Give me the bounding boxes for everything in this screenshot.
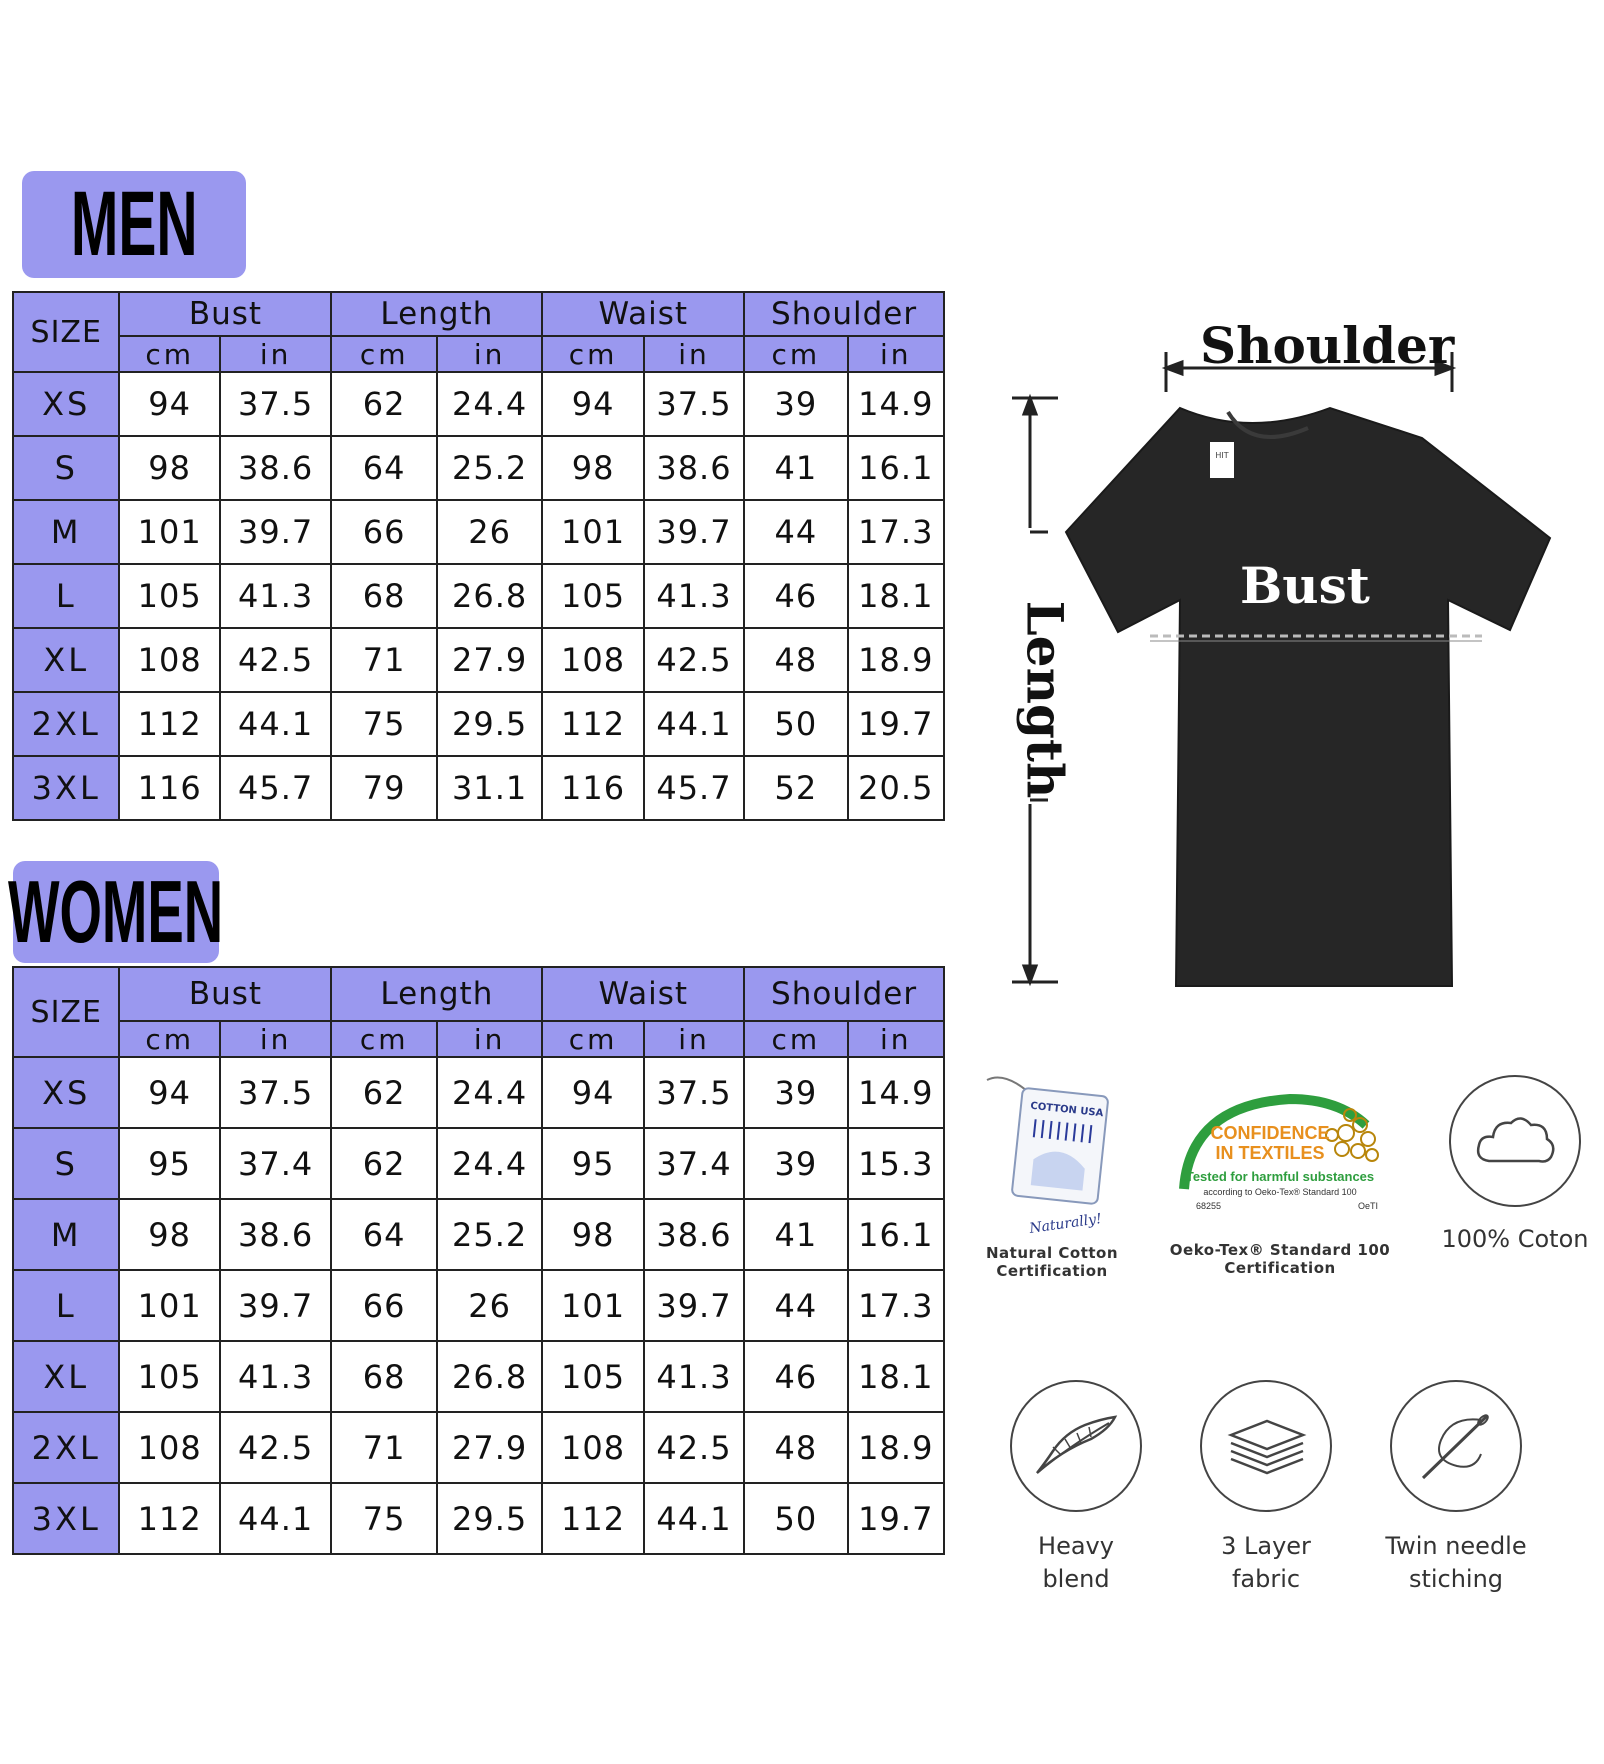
measurement-cell: 18.9	[848, 1412, 944, 1483]
measurement-cell: 94	[542, 372, 643, 436]
measurement-cell: 44.1	[220, 692, 332, 756]
measurement-cell: 16.1	[848, 1199, 944, 1270]
layers-icon	[1221, 1411, 1311, 1481]
oeko-caption-line1: Oeko-Tex® Standard 100	[1169, 1241, 1391, 1259]
measurement-cell: 105	[542, 564, 643, 628]
measurement-cell: 37.4	[220, 1128, 332, 1199]
size-cell: XS	[13, 372, 119, 436]
table-row	[13, 1341, 944, 1412]
measurement-cell: 45.7	[644, 756, 744, 820]
measurement-cell: 108	[119, 628, 219, 692]
measurement-cell: 41.3	[644, 1341, 744, 1412]
measurement-cell: 112	[542, 1483, 643, 1554]
measurement-cell: 39	[744, 372, 847, 436]
table-row	[13, 1057, 944, 1128]
measurement-cell: 116	[119, 756, 219, 820]
measurement-cell: 44.1	[644, 1483, 744, 1554]
measurement-cell: 64	[331, 436, 436, 500]
oeko-number: 68255	[1196, 1201, 1222, 1211]
measurement-cell: 105	[119, 1341, 219, 1412]
men-table-body	[13, 372, 944, 820]
cotton-tag-text: COTTON USA	[1029, 1100, 1104, 1120]
women-size-table	[12, 966, 945, 1555]
measurement-cell: 116	[542, 756, 643, 820]
unit-header: cm	[119, 336, 219, 372]
size-cell: 2XL	[13, 1412, 119, 1483]
feature-line2: blend	[1042, 1565, 1110, 1593]
measurement-cell: 26	[437, 1270, 542, 1341]
measurement-cell: 44.1	[220, 1483, 332, 1554]
size-cell: 3XL	[13, 1483, 119, 1554]
cotton-caption-line2: Certification	[996, 1262, 1108, 1280]
measurement-cell: 20.5	[848, 756, 944, 820]
measurement-cell: 24.4	[437, 372, 542, 436]
measurement-cell: 71	[331, 628, 436, 692]
measurement-cell: 38.6	[220, 436, 332, 500]
measurement-cell: 71	[331, 1412, 436, 1483]
feature-twin-needle	[1366, 1380, 1546, 1596]
measurement-cell: 101	[542, 1270, 643, 1341]
measurement-cell: 62	[331, 372, 436, 436]
size-cell: M	[13, 1199, 119, 1270]
measurement-cell: 41	[744, 436, 847, 500]
measurement-cell: 45.7	[220, 756, 332, 820]
length-header: Length	[331, 967, 542, 1021]
measurement-cell: 38.6	[220, 1199, 332, 1270]
measurement-cell: 101	[119, 500, 219, 564]
measurement-cell: 108	[542, 628, 643, 692]
oeko-tex-badge	[1160, 1085, 1400, 1277]
table-row	[13, 628, 944, 692]
unit-header: cm	[744, 336, 847, 372]
feather-icon	[1031, 1411, 1121, 1481]
measurement-cell: 94	[119, 1057, 219, 1128]
measurement-cell: 98	[119, 436, 219, 500]
measurement-cell: 31.1	[437, 756, 542, 820]
measurement-cell: 62	[331, 1057, 436, 1128]
table-row	[13, 1483, 944, 1554]
measurement-cell: 112	[119, 1483, 219, 1554]
size-cell: S	[13, 436, 119, 500]
table-row	[13, 1128, 944, 1199]
unit-header: in	[220, 336, 332, 372]
measurement-cell: 95	[542, 1128, 643, 1199]
unit-header: cm	[542, 1021, 643, 1057]
measurement-cell: 16.1	[848, 436, 944, 500]
size-cell: XS	[13, 1057, 119, 1128]
measurement-cell: 39.7	[220, 1270, 332, 1341]
oeko-tex-logo-icon	[1170, 1085, 1390, 1225]
feature-3-layer-fabric	[1176, 1380, 1356, 1596]
measurement-cell: 39.7	[644, 1270, 744, 1341]
measurement-cell: 37.5	[644, 372, 744, 436]
measurement-cell: 42.5	[644, 628, 744, 692]
measurement-cell: 27.9	[437, 628, 542, 692]
cotton-100-caption: 100% Coton	[1441, 1225, 1589, 1253]
size-cell: L	[13, 1270, 119, 1341]
measurement-cell: 37.5	[220, 372, 332, 436]
unit-header: cm	[542, 336, 643, 372]
measurement-cell: 44	[744, 1270, 847, 1341]
feature-line1: Twin needle	[1385, 1532, 1527, 1560]
table-row	[13, 564, 944, 628]
measurement-cell: 42.5	[644, 1412, 744, 1483]
measurement-cell: 94	[119, 372, 219, 436]
cotton-tag-icon	[977, 1070, 1127, 1240]
measurement-cell: 79	[331, 756, 436, 820]
length-measure-label: Length	[1015, 600, 1075, 799]
measurement-cell: 94	[542, 1057, 643, 1128]
measurement-cell: 24.4	[437, 1057, 542, 1128]
size-cell: S	[13, 1128, 119, 1199]
measurement-cell: 75	[331, 1483, 436, 1554]
measurement-cell: 75	[331, 692, 436, 756]
measurement-cell: 15.3	[848, 1128, 944, 1199]
measurement-cell: 68	[331, 564, 436, 628]
measurement-cell: 44	[744, 500, 847, 564]
shoulder-header: Shoulder	[744, 292, 944, 336]
bust-measure-label: Bust	[1240, 556, 1370, 615]
unit-header: in	[437, 336, 542, 372]
measurement-cell: 26.8	[437, 564, 542, 628]
svg-text:HIT: HIT	[1215, 451, 1229, 460]
size-cell: 2XL	[13, 692, 119, 756]
measurement-cell: 62	[331, 1128, 436, 1199]
measurement-cell: 101	[119, 1270, 219, 1341]
natural-cotton-badge	[972, 1070, 1132, 1280]
needle-icon	[1411, 1406, 1501, 1486]
oeko-caption-line2: Certification	[1224, 1259, 1336, 1277]
measurement-cell: 50	[744, 692, 847, 756]
measurement-cell: 38.6	[644, 1199, 744, 1270]
women-table-body	[13, 1057, 944, 1554]
size-cell: M	[13, 500, 119, 564]
measurement-cell: 108	[542, 1412, 643, 1483]
unit-header: in	[644, 1021, 744, 1057]
size-column-header: SIZE	[13, 292, 119, 372]
oeko-according-text: according to Oeko-Tex® Standard 100	[1203, 1187, 1357, 1197]
size-cell: 3XL	[13, 756, 119, 820]
measurement-cell: 25.2	[437, 436, 542, 500]
women-label-text: WOMEN	[8, 862, 224, 961]
measurement-cell: 41	[744, 1199, 847, 1270]
measurement-cell: 98	[119, 1199, 219, 1270]
measurement-cell: 24.4	[437, 1128, 542, 1199]
measurement-cell: 66	[331, 1270, 436, 1341]
men-label-text: MEN	[70, 173, 198, 275]
size-cell: XL	[13, 628, 119, 692]
measurement-cell: 101	[542, 500, 643, 564]
measurement-cell: 95	[119, 1128, 219, 1199]
measurement-cell: 46	[744, 564, 847, 628]
measurement-cell: 98	[542, 436, 643, 500]
men-section-label	[22, 171, 246, 278]
size-column-header: SIZE	[13, 967, 119, 1057]
bust-header: Bust	[119, 292, 331, 336]
measurement-cell: 37.5	[644, 1057, 744, 1128]
measurement-cell: 68	[331, 1341, 436, 1412]
table-row	[13, 1412, 944, 1483]
waist-header: Waist	[542, 967, 744, 1021]
measurement-cell: 46	[744, 1341, 847, 1412]
measurement-cell: 50	[744, 1483, 847, 1554]
unit-header: in	[220, 1021, 332, 1057]
unit-header: cm	[331, 336, 436, 372]
measurement-cell: 19.7	[848, 1483, 944, 1554]
bust-header: Bust	[119, 967, 331, 1021]
unit-header: in	[848, 1021, 944, 1057]
table-row	[13, 756, 944, 820]
measurement-cell: 52	[744, 756, 847, 820]
table-row	[13, 436, 944, 500]
measurement-cell: 14.9	[848, 1057, 944, 1128]
table-row	[13, 1199, 944, 1270]
women-section-label	[8, 861, 224, 963]
measurement-cell: 66	[331, 500, 436, 564]
naturally-script: Naturally!	[1028, 1210, 1103, 1237]
measurement-cell: 41.3	[220, 1341, 332, 1412]
measurement-cell: 29.5	[437, 692, 542, 756]
measurement-cell: 41.3	[644, 564, 744, 628]
measurement-cell: 39	[744, 1128, 847, 1199]
measurement-cell: 39.7	[220, 500, 332, 564]
measurement-cell: 18.1	[848, 1341, 944, 1412]
table-row	[13, 692, 944, 756]
measurement-cell: 105	[119, 564, 219, 628]
length-header: Length	[331, 292, 542, 336]
oeko-institute: OeTI	[1358, 1201, 1379, 1211]
measurement-cell: 18.1	[848, 564, 944, 628]
shoulder-header: Shoulder	[744, 967, 944, 1021]
measurement-cell: 17.3	[848, 500, 944, 564]
tshirt-illustration	[990, 300, 1570, 1000]
table-row	[13, 372, 944, 436]
oeko-tested-text: Tested for harmful substances	[1185, 1169, 1375, 1184]
measurement-cell: 112	[119, 692, 219, 756]
measurement-cell: 26.8	[437, 1341, 542, 1412]
measurement-cell: 112	[542, 692, 643, 756]
measurement-cell: 108	[119, 1412, 219, 1483]
cotton-100-badge	[1430, 1075, 1600, 1256]
measurement-cell: 42.5	[220, 628, 332, 692]
table-row	[13, 1270, 944, 1341]
measurement-cell: 38.6	[644, 436, 744, 500]
measurement-cell: 37.5	[220, 1057, 332, 1128]
measurement-cell: 39.7	[644, 500, 744, 564]
unit-header: cm	[331, 1021, 436, 1057]
measurement-cell: 37.4	[644, 1128, 744, 1199]
feature-line2: stiching	[1408, 1565, 1504, 1593]
men-size-table	[12, 291, 945, 821]
waist-header: Waist	[542, 292, 744, 336]
feature-line1: Heavy	[1038, 1532, 1114, 1560]
measurement-cell: 17.3	[848, 1270, 944, 1341]
unit-header: in	[437, 1021, 542, 1057]
measurement-cell: 14.9	[848, 372, 944, 436]
feature-line2: fabric	[1231, 1565, 1301, 1593]
measurement-cell: 41.3	[220, 564, 332, 628]
feature-circle	[1390, 1380, 1522, 1512]
size-cell: L	[13, 564, 119, 628]
feature-circle	[1010, 1380, 1142, 1512]
oeko-title-line1: CONFIDENCE	[1210, 1123, 1330, 1143]
measurement-cell: 19.7	[848, 692, 944, 756]
size-cell: XL	[13, 1341, 119, 1412]
measurement-cell: 39	[744, 1057, 847, 1128]
measurement-cell: 48	[744, 628, 847, 692]
measurement-cell: 105	[542, 1341, 643, 1412]
measurement-cell: 26	[437, 500, 542, 564]
measurement-cell: 25.2	[437, 1199, 542, 1270]
cotton-caption-line1: Natural Cotton	[985, 1244, 1119, 1262]
measurement-cell: 42.5	[220, 1412, 332, 1483]
unit-header: cm	[744, 1021, 847, 1057]
measurement-cell: 29.5	[437, 1483, 542, 1554]
table-row	[13, 500, 944, 564]
unit-header: in	[848, 336, 944, 372]
tshirt-measurement-diagram	[990, 300, 1570, 1000]
measurement-cell: 64	[331, 1199, 436, 1270]
measurement-cell: 98	[542, 1199, 643, 1270]
shoulder-measure-label: Shoulder	[1200, 316, 1455, 375]
cloud-icon	[1473, 1111, 1557, 1171]
measurement-cell: 48	[744, 1412, 847, 1483]
unit-header: cm	[119, 1021, 219, 1057]
oeko-title-line2: IN TEXTILES	[1215, 1143, 1325, 1163]
feature-heavy-blend	[986, 1380, 1166, 1596]
unit-header: in	[644, 336, 744, 372]
cotton-circle	[1449, 1075, 1581, 1207]
feature-circle	[1200, 1380, 1332, 1512]
feature-line1: 3 Layer	[1221, 1532, 1311, 1560]
measurement-cell: 27.9	[437, 1412, 542, 1483]
measurement-cell: 44.1	[644, 692, 744, 756]
measurement-cell: 18.9	[848, 628, 944, 692]
